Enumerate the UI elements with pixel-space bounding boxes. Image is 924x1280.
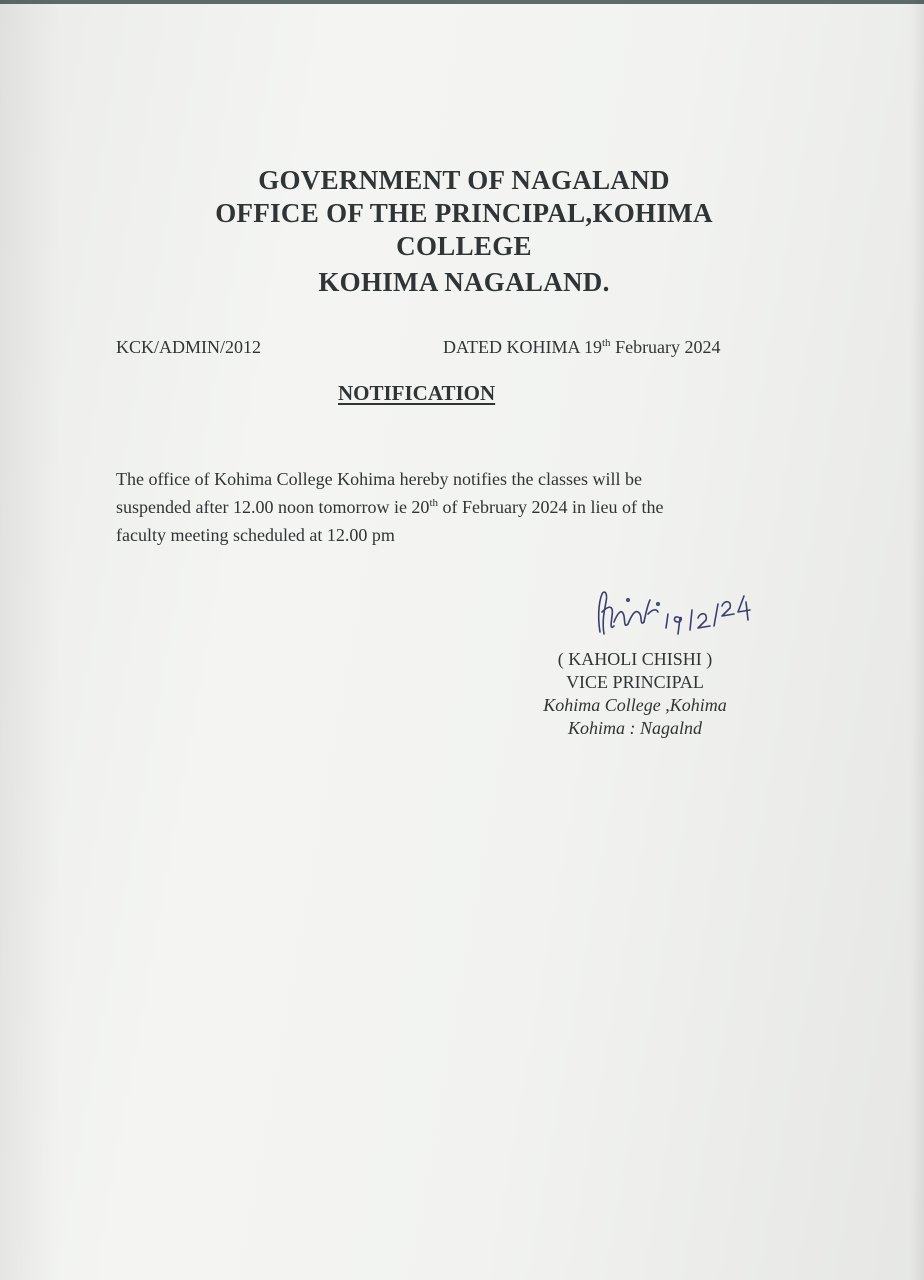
body-line-3: faculty meeting scheduled at 12.00 pm: [116, 525, 395, 545]
dated-suffix: February 2024: [610, 337, 721, 357]
body-line-2-post: of February 2024 in lieu of the: [438, 497, 664, 517]
notification-title: NOTIFICATION: [338, 381, 496, 405]
letterhead-college: COLLEGE: [396, 231, 532, 261]
body-line-2: [116, 493, 766, 521]
reference-number: KCK/ADMIN/2012: [116, 337, 262, 357]
body-line-1: The office of Kohima College Kohima hereby notifies the classes will be: [116, 469, 643, 489]
dated-superscript: th: [602, 337, 611, 349]
dated-line: [443, 337, 721, 358]
signatory-institution: Kohima College ,Kohima: [543, 695, 727, 715]
body-line-2-sup: th: [429, 497, 438, 509]
letterhead-office: OFFICE OF THE PRINCIPAL,KOHIMA: [215, 198, 713, 228]
page-top-edge: [0, 0, 924, 4]
body-line-2-pre: suspended after 12.00 noon tomorrow ie 20: [116, 497, 430, 517]
letterhead-government: GOVERNMENT OF NAGALAND: [258, 165, 670, 195]
page-right-edge: [910, 0, 924, 1280]
signatory-name: ( KAHOLI CHISHI ): [557, 649, 713, 669]
handwritten-signature: [588, 582, 758, 642]
notification-body: [116, 465, 766, 549]
dated-prefix: DATED KOHIMA 19: [443, 337, 602, 357]
signatory-location: Kohima : Nagalnd: [567, 718, 702, 738]
signatory-designation: VICE PRINCIPAL: [566, 672, 704, 692]
letterhead-location: KOHIMA NAGALAND.: [318, 267, 610, 297]
page-shadow: [0, 0, 60, 1280]
